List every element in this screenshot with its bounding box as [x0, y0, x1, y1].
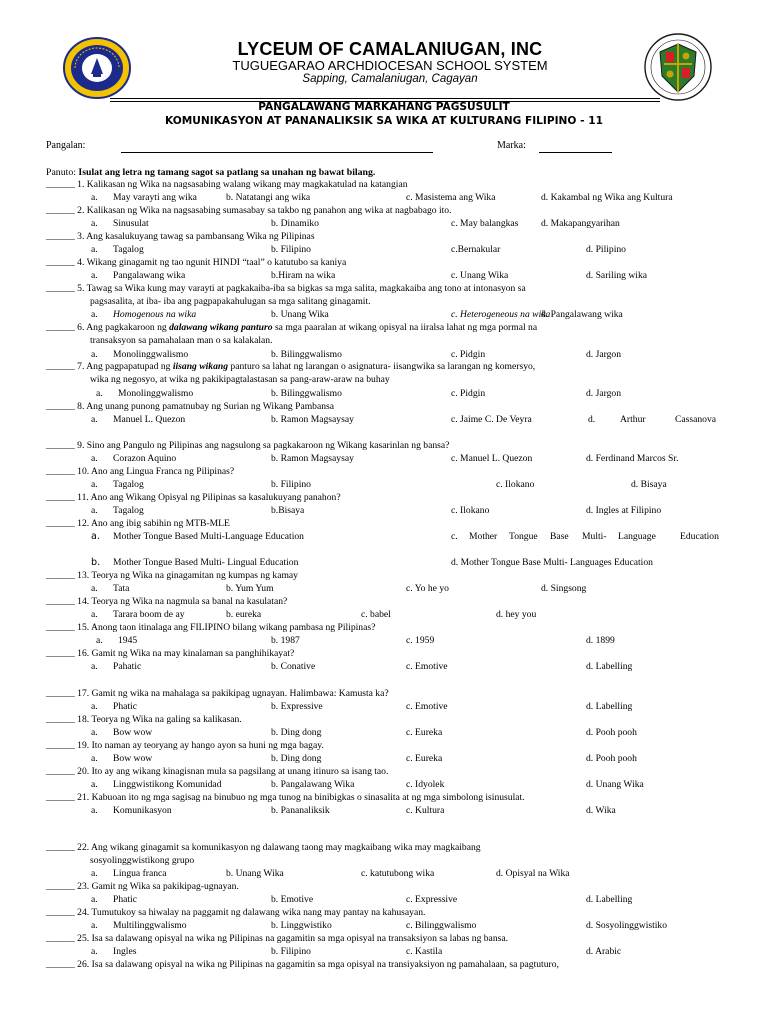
- q13-option-b: b. Yum Yum: [226, 583, 274, 594]
- q22-option-a: Lingua franca: [113, 868, 167, 879]
- q14-option-d: d. hey you: [496, 609, 537, 620]
- q2-option-a: Sinusulat: [113, 218, 149, 229]
- q12-option-c-word6: Education: [680, 531, 719, 542]
- q17-option-a: Phatic: [113, 701, 137, 712]
- q1-option-c: c. Masistema ang Wika: [406, 192, 496, 203]
- question-11: ______ 11. Ano ang Wikang Opisyal ng Pilipinas sa kasalukuyang panahon?: [46, 492, 341, 503]
- q21-option-d: d. Wika: [586, 805, 616, 816]
- q14-option-a-letter: a.: [91, 609, 98, 620]
- q12-option-b: Mother Tongue Based Multi- Lingual Education: [113, 557, 299, 568]
- q11-option-d: d. Ingles at Filipino: [586, 505, 662, 516]
- q25-option-d: d. Arabic: [586, 946, 622, 957]
- q1-option-a-letter: a.: [91, 192, 98, 203]
- q13-option-c: c. Yo he yo: [406, 583, 449, 594]
- score-blank[interactable]: [539, 152, 612, 153]
- q2-option-d: d. Makapangyarihan: [541, 218, 620, 229]
- q8-option-b: b. Ramon Magsaysay: [271, 414, 354, 425]
- q23-option-b: b. Emotive: [271, 894, 314, 905]
- question-14: ______ 14. Teorya ng Wika na nagmula sa banal na kasulatan?: [46, 596, 288, 607]
- q10-option-a-letter: a.: [91, 479, 98, 490]
- q5-option-b: b. Unang Wika: [271, 309, 329, 320]
- q21-option-b: b. Pananaliksik: [271, 805, 330, 816]
- q4-option-d: d. Sariling wika: [586, 270, 648, 281]
- q20-option-d: d. Unang Wika: [586, 779, 644, 790]
- q7-option-a-letter: a.: [96, 388, 103, 399]
- q23-option-d: d. Labelling: [586, 894, 633, 905]
- q8-option-a-letter: a.: [91, 414, 98, 425]
- q6-option-a-letter: a.: [91, 349, 98, 360]
- q20-option-a: Linggwistikong Komunidad: [113, 779, 222, 790]
- q22-option-c: c. katutubong wika: [361, 868, 435, 879]
- question-22: ______ 22. Ang wikang ginagamit sa komunikasyon ng dalawang taong may magkaibang wika may magkaibang: [46, 842, 481, 853]
- q1-option-a: May varayti ang wika: [113, 192, 197, 203]
- q2-option-c: c. May balangkas: [451, 218, 519, 229]
- question-15: ______ 15. Anong taon itinalaga ang FILIPINO bilang wikang pambasa ng Pilipinas?: [46, 622, 376, 633]
- q5-option-c-text: c. Heterogeneous na wika: [451, 309, 551, 320]
- q25-option-b: b. Filipino: [271, 946, 311, 957]
- q8-option-a: Manuel L. Quezon: [113, 414, 186, 425]
- q18-option-d: d. Pooh pooh: [586, 727, 637, 738]
- q6-option-a: Monolinggwalismo: [113, 349, 189, 360]
- question-21: ______ 21. Kabuoan ito ng mga sagisag na binubuo ng mga tunog na binibigkas o sinasalita at ng mga simbolong isinusulat.: [46, 792, 525, 803]
- q22-option-a-letter: a.: [91, 868, 98, 879]
- q24-option-d: d. Sosyolinggwistiko: [586, 920, 668, 931]
- question-3: ______ 3. Ang kasalukuyang tawag sa pambansang Wika ng Pilipinas: [46, 231, 315, 242]
- question-17: ______ 17. Gamit ng wika na mahalaga sa pakikipag ugnayan. Halimbawa: Kamusta ka?: [46, 688, 389, 699]
- question-5-cont: pagsasalita, at iba- iba ang pagpapakahulugan sa mga salitang ginagamit.: [90, 296, 371, 307]
- q9-option-a: Corazon Aquino: [113, 453, 177, 464]
- school-system: TUGUEGARAO ARCHDIOCESAN SCHOOL SYSTEM: [232, 58, 548, 73]
- question-5: ______ 5. Tawag sa Wika kung may varayti at pagkakaiba-iba sa bigkas sa mga salita, magkakaiba ang tono at intonasyon sa: [46, 283, 526, 294]
- question-4: ______ 4. Wikang ginagamit ng tao ngunit HINDI “taal” o katutubo sa kaniya: [46, 257, 347, 268]
- q16-option-b: b. Conative: [271, 661, 316, 672]
- q7-option-d: d. Jargon: [586, 388, 621, 399]
- question-1: ______ 1. Kalikasan ng Wika na nagsasabing walang wikang may magkakatulad na katangian: [46, 179, 408, 190]
- q6-option-c: c. Pidgin: [451, 349, 486, 360]
- q3-option-b: b. Filipino: [271, 244, 311, 255]
- score-label: Marka:: [497, 140, 526, 151]
- q9-option-b: b. Ramon Magsaysay: [271, 453, 354, 464]
- q19-option-a-letter: a.: [91, 753, 98, 764]
- q3-option-d: d. Pilipino: [586, 244, 626, 255]
- q10-option-d: d. Bisaya: [631, 479, 667, 490]
- name-blank[interactable]: [121, 152, 433, 153]
- q16-option-a-letter: a.: [91, 661, 98, 672]
- q5-option-c: [451, 309, 550, 320]
- question-18: ______ 18. Teorya ng Wika na galing sa kalikasan.: [46, 714, 242, 725]
- q19-option-a: Bow wow: [113, 753, 153, 764]
- question-7: [46, 361, 535, 372]
- q16-option-a: Pahatic: [113, 661, 142, 672]
- instructions: [46, 167, 375, 178]
- q22-option-b: b. Unang Wika: [226, 868, 284, 879]
- question-7-emphasis: iisang wikang: [172, 361, 229, 372]
- q18-option-c: c. Eureka: [406, 727, 443, 738]
- question-26: ______ 26. Isa sa dalawang opisyal na wika ng Pilipinas na gagamitin sa mga opisyal na transiyaksiyon ng pamahalaan, sa pagtuturo,: [46, 959, 559, 970]
- q1-option-d: d. Kakambal ng Wika ang Kultura: [541, 192, 673, 203]
- q2-option-a-letter: a.: [91, 218, 98, 229]
- q18-option-b: b. Ding dong: [271, 727, 322, 738]
- q5-option-a: [113, 309, 196, 320]
- q15-option-b: b. 1987: [271, 635, 300, 646]
- q12-option-d: d. Mother Tongue Base Multi- Languages Education: [451, 557, 653, 568]
- q20-option-c: c. Idyolek: [406, 779, 445, 790]
- question-7-text-a: ______ 7. Ang pagpapatupad ng: [46, 361, 173, 372]
- q23-option-a: Phatic: [113, 894, 137, 905]
- q12-option-a-letter: a.: [91, 531, 100, 542]
- q12-option-c-word1: Mother: [469, 531, 498, 542]
- q14-option-a: Tarara boom de ay: [113, 609, 185, 620]
- q3-option-c: c.Bernakular: [451, 244, 501, 255]
- q8-option-d-letter: d.: [588, 414, 596, 425]
- q12-option-c-word2: Tongue: [509, 531, 538, 542]
- q20-option-b: b. Pangalawang Wika: [271, 779, 355, 790]
- header-rule: [110, 98, 660, 99]
- q4-option-a-letter: a.: [91, 270, 98, 281]
- q7-option-b: b. Bilinggwalismo: [271, 388, 342, 399]
- q11-option-c: c. Ilokano: [451, 505, 490, 516]
- q17-option-b: b. Expressive: [271, 701, 323, 712]
- exam-subject: KOMUNIKASYON AT PANANALIKSIK SA WIKA AT KULTURANG FILIPINO - 11: [165, 115, 603, 127]
- exam-title: PANGALAWANG MARKAHANG PAGSUSULIT: [258, 101, 510, 113]
- instructions-label: Panuto:: [46, 167, 79, 178]
- q13-option-a-letter: a.: [91, 583, 98, 594]
- q13-option-d: d. Singsong: [541, 583, 587, 594]
- q17-option-d: d. Labelling: [586, 701, 633, 712]
- q12-option-c-word5: Language: [618, 531, 656, 542]
- instructions-text: Isulat ang letra ng tamang sagot sa patlang sa unahan ng bawat bilang.: [78, 167, 376, 178]
- q7-option-c: c. Pidgin: [451, 388, 486, 399]
- q12-option-b-letter: b.: [91, 557, 101, 568]
- q18-option-a: Bow wow: [113, 727, 153, 738]
- q24-option-b: b. Linggwistiko: [271, 920, 332, 931]
- q17-option-a-letter: a.: [91, 701, 98, 712]
- q15-option-a-letter: a.: [96, 635, 103, 646]
- q11-option-a: Tagalog: [113, 505, 144, 516]
- q10-option-c: c. Ilokano: [496, 479, 535, 490]
- q8-option-d-word1: Arthur: [620, 414, 646, 425]
- q12-option-c-word3: Base: [550, 531, 569, 542]
- q5-option-a-text: Homogenous na wika: [113, 309, 197, 320]
- q17-option-c: c. Emotive: [406, 701, 448, 712]
- q22-option-d: d. Opisyal na Wika: [496, 868, 570, 879]
- school-name: LYCEUM OF CAMALANIUGAN, INC: [237, 39, 543, 59]
- q21-option-a: Komunikasyon: [113, 805, 172, 816]
- question-6-text-a: ______ 6. Ang pagkakaroon ng: [46, 322, 170, 333]
- question-25: ______ 25. Isa sa dalawang opisyal na wika ng Pilipinas na gagamitin sa mga opisyal na transaksiyon sa labas ng bansa.: [46, 933, 509, 944]
- school-address: Sapping, Camalaniugan, Cagayan: [302, 73, 478, 85]
- q12-option-c-word4: Multi-: [582, 531, 607, 542]
- q6-option-d: d. Jargon: [586, 349, 621, 360]
- q23-option-c: c. Expressive: [406, 894, 458, 905]
- q25-option-a-letter: a.: [91, 946, 98, 957]
- q10-option-b: b. Filipino: [271, 479, 311, 490]
- q19-option-c: c. Eureka: [406, 753, 443, 764]
- question-16: ______ 16. Gamit ng Wika na may kinalaman sa panghihikayat?: [46, 648, 295, 659]
- q2-option-b: b. Dinamiko: [271, 218, 319, 229]
- q8-option-c: c. Jaime C. De Veyra: [451, 414, 532, 425]
- q15-option-a: 1945: [118, 635, 138, 646]
- q4-option-b: b.Hiram na wika: [271, 270, 336, 281]
- q4-option-a: Pangalawang wika: [113, 270, 186, 281]
- archdiocesan-seal-logo: [640, 32, 716, 102]
- q21-option-c: c. Kultura: [406, 805, 445, 816]
- q18-option-a-letter: a.: [91, 727, 98, 738]
- q6-option-b: b. Bilinggwalismo: [271, 349, 342, 360]
- q3-option-a: Tagalog: [113, 244, 144, 255]
- question-6-text-b: sa mga paaralan at wikang opisyal na iiralsa lahat ng mga pormal na: [272, 322, 538, 333]
- q13-option-a: Tata: [113, 583, 130, 594]
- q4-option-c: c. Unang Wika: [451, 270, 509, 281]
- q14-option-c: c. babel: [361, 609, 391, 620]
- q21-option-a-letter: a.: [91, 805, 98, 816]
- q11-option-b: b.Bisaya: [271, 505, 305, 516]
- q9-option-c: c. Manuel L. Quezon: [451, 453, 533, 464]
- question-7-text-b: panturo sa lahat ng larangan o asignatura- iisangwika sa larangan ng komersyo,: [228, 361, 536, 372]
- question-22-cont: sosyolinggwistikong grupo: [90, 855, 195, 866]
- q16-option-c: c. Emotive: [406, 661, 448, 672]
- q25-option-c: c. Kastila: [406, 946, 443, 957]
- q19-option-d: d. Pooh pooh: [586, 753, 637, 764]
- question-2: ______ 2. Kalikasan ng Wika na nagsasabing sumasabay sa takbo ng panahon ang wika at nagbabago ito.: [46, 205, 452, 216]
- q14-option-b: b. eureka: [226, 609, 262, 620]
- lyceum-seal-logo: [62, 36, 132, 100]
- q16-option-d: d. Labelling: [586, 661, 633, 672]
- question-9: ______ 9. Sino ang Pangulo ng Pilipinas ang nagsulong sa pagkakaroon ng Wikang kasarinlan ng bansa?: [46, 440, 450, 451]
- q24-option-c: c. Bilinggwalismo: [406, 920, 477, 931]
- q20-option-a-letter: a.: [91, 779, 98, 790]
- q12-option-a: Mother Tongue Based Multi-Language Education: [113, 531, 304, 542]
- question-13: ______ 13. Teorya ng Wika na ginagamitan ng kumpas ng kamay: [46, 570, 298, 581]
- q3-option-a-letter: a.: [91, 244, 98, 255]
- q23-option-a-letter: a.: [91, 894, 98, 905]
- q5-option-d: d. Pangalawang wika: [541, 309, 623, 320]
- q12-option-c-letter: c.: [451, 531, 458, 542]
- q15-option-c: c. 1959: [406, 635, 435, 646]
- q5-option-a-letter: a.: [91, 309, 98, 320]
- q19-option-b: b. Ding dong: [271, 753, 322, 764]
- question-19: ______ 19. Ito naman ay teoryang ay hango ayon sa huni ng mga bagay.: [46, 740, 324, 751]
- q11-option-a-letter: a.: [91, 505, 98, 516]
- q9-option-d: d. Ferdinand Marcos Sr.: [586, 453, 679, 464]
- question-10: ______ 10. Ano ang Lingua Franca ng Pilipinas?: [46, 466, 235, 477]
- q24-option-a: Multilinggwalismo: [113, 920, 187, 931]
- question-7-cont: wika ng negosyo, at wika ng pakikipagtalastasan sa pang-araw-araw na buhay: [90, 374, 390, 385]
- question-8: ______ 8. Ang unang punong pamatnubay ng Surian ng Wikang Pambansa: [46, 401, 335, 412]
- q24-option-a-letter: a.: [91, 920, 98, 931]
- q1-option-b: b. Natatangi ang wika: [226, 192, 311, 203]
- question-24: ______ 24. Tumutukoy sa hiwalay na paggamit ng dalawang wika nang may pantay na kahusayan.: [46, 907, 426, 918]
- q9-option-a-letter: a.: [91, 453, 98, 464]
- q25-option-a: Ingles: [113, 946, 137, 957]
- q15-option-d: d. 1899: [586, 635, 615, 646]
- q8-option-d-word2: Cassanova: [675, 414, 717, 425]
- question-12: ______ 12. Ano ang ibig sabihin ng MTB-MLE: [46, 518, 230, 529]
- question-20: ______ 20. Ito ay ang wikang kinagisnan mula sa pagsilang at unang itinuro sa isang tao.: [46, 766, 389, 777]
- question-23: ______ 23. Gamit ng Wika sa pakikipag-ugnayan.: [46, 881, 239, 892]
- question-6-cont: transaksyon sa pamahalaan man o sa kalakalan.: [90, 335, 273, 346]
- name-label: Pangalan:: [46, 140, 86, 151]
- question-6-emphasis: dalawang wikang panturo: [169, 322, 273, 333]
- q7-option-a: Monolinggwalismo: [118, 388, 194, 399]
- question-6: [46, 322, 537, 333]
- q10-option-a: Tagalog: [113, 479, 144, 490]
